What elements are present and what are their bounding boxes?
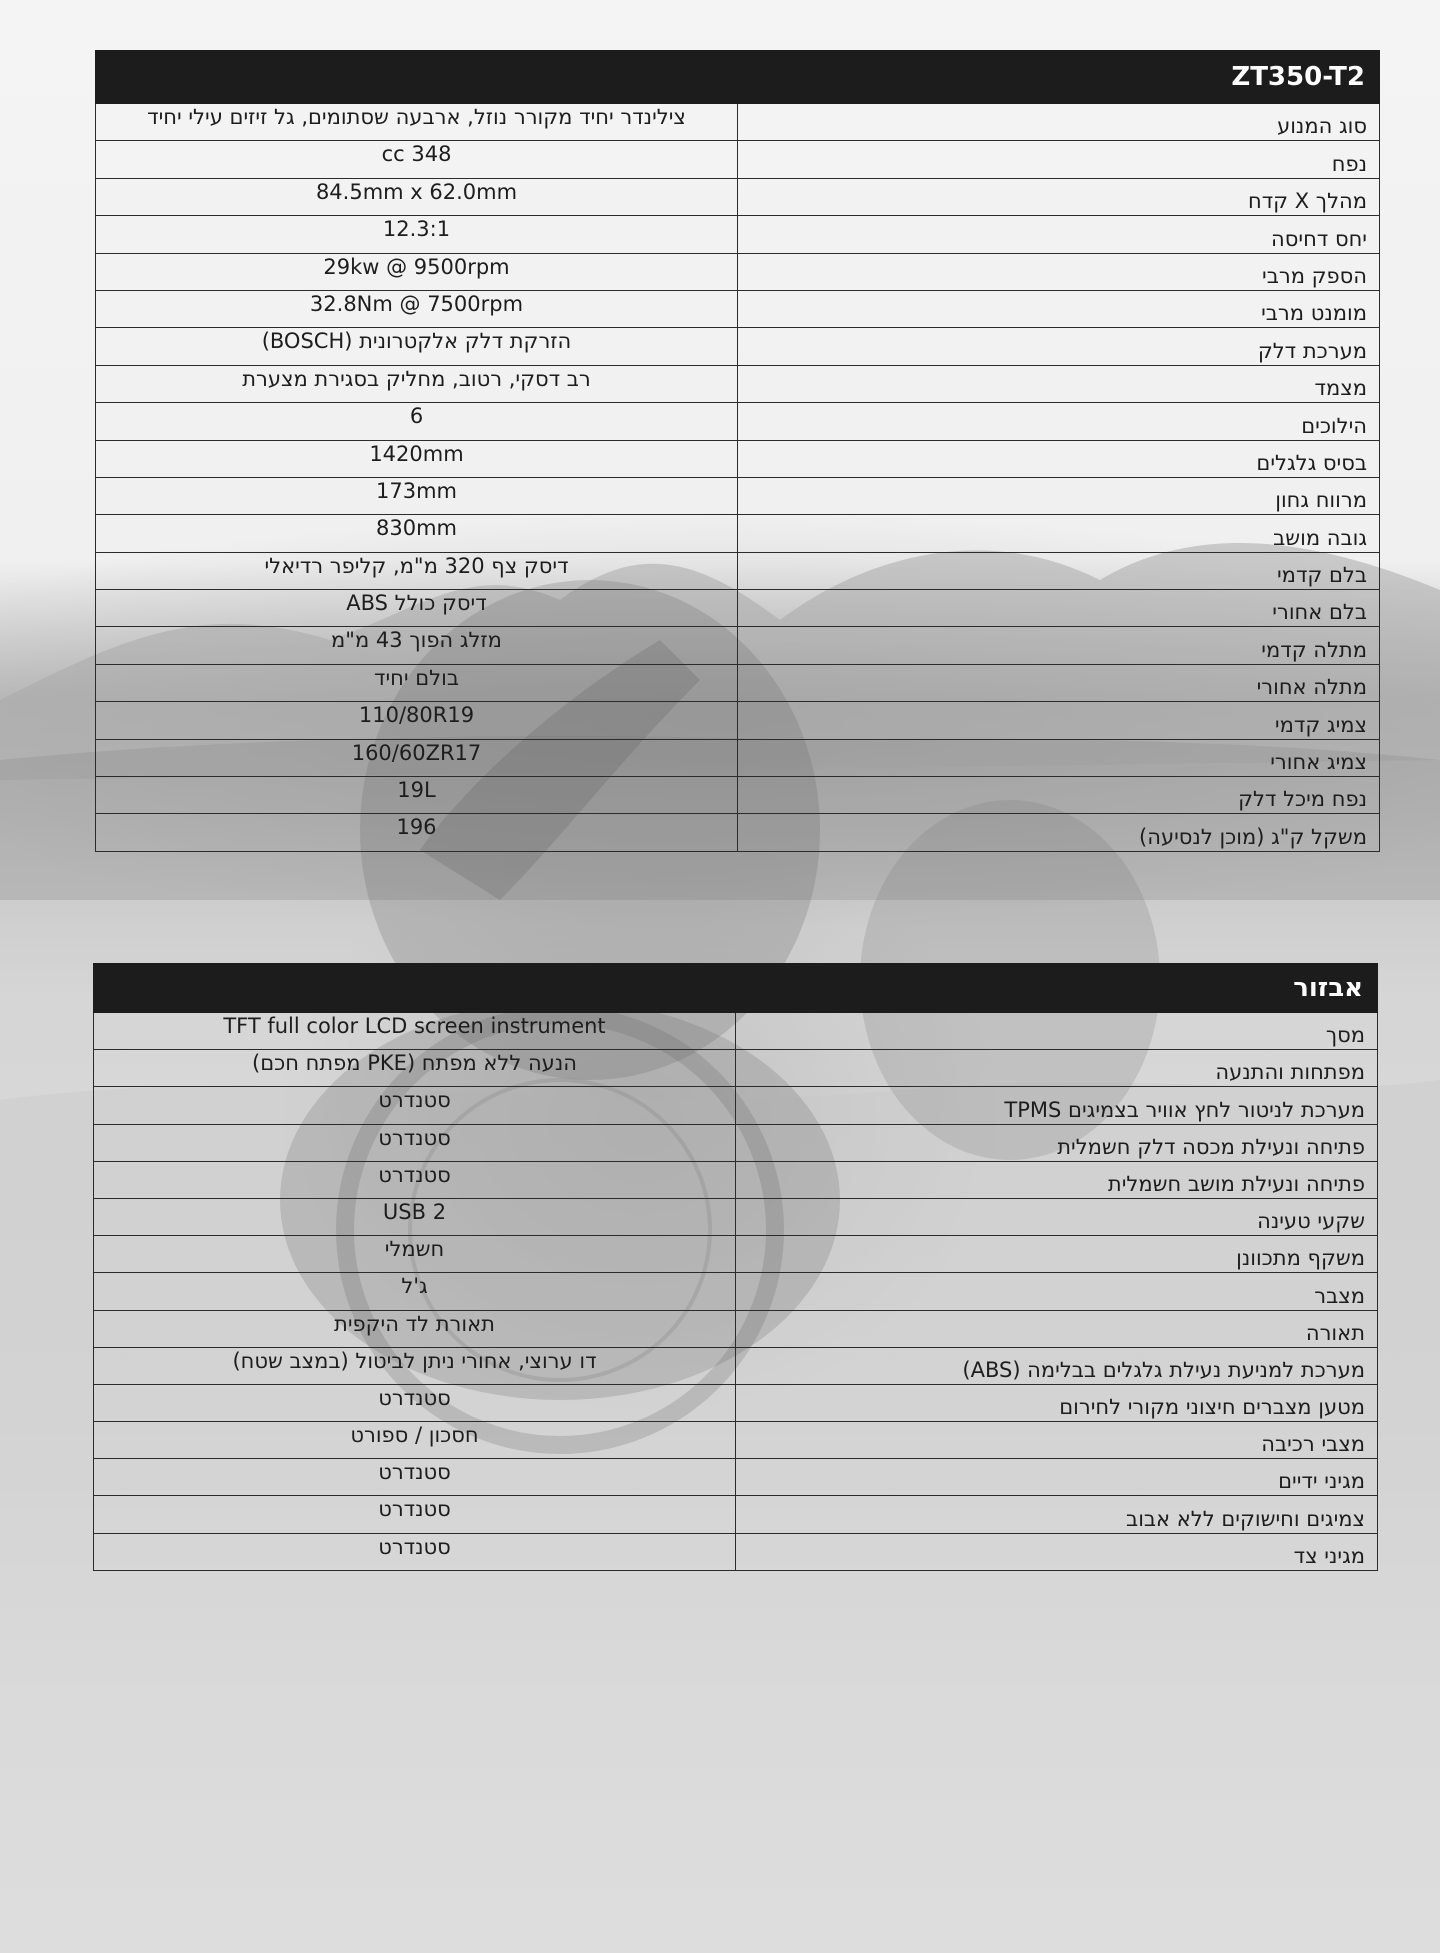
row-label: מומנט מרבי bbox=[738, 290, 1380, 327]
row-label: מערכת לניטור לחץ אוויר בצמיגים TPMS bbox=[736, 1087, 1378, 1124]
table-row bbox=[96, 739, 1380, 776]
row-label: מתלה קדמי bbox=[738, 627, 1380, 664]
row-label: גובה מושב bbox=[738, 515, 1380, 552]
row-label: מפתחות והתנעה bbox=[736, 1050, 1378, 1087]
table-row bbox=[96, 440, 1380, 477]
row-label: נפח מיכל דלק bbox=[738, 777, 1380, 814]
row-label: מסך bbox=[736, 1013, 1378, 1050]
row-label: מגיני ידיים bbox=[736, 1459, 1378, 1496]
row-label: צמיג אחורי bbox=[738, 739, 1380, 776]
table-row bbox=[94, 1422, 1378, 1459]
row-value: סטנדרט bbox=[94, 1384, 736, 1421]
table-row bbox=[94, 1161, 1378, 1198]
row-label: פתיחה ונעילת מכסה דלק חשמלית bbox=[736, 1124, 1378, 1161]
row-label: הילוכים bbox=[738, 403, 1380, 440]
row-value: ג'ל bbox=[94, 1273, 736, 1310]
row-value: תאורת לד היקפית bbox=[94, 1310, 736, 1347]
row-value: חשמלי bbox=[94, 1236, 736, 1273]
table-row bbox=[96, 627, 1380, 664]
row-value: 6 bbox=[96, 403, 738, 440]
row-label: סוג המנוע bbox=[738, 104, 1380, 141]
table-row bbox=[96, 477, 1380, 514]
row-value: צילינדר יחיד מקורר נוזל, ארבעה שסתומים, גל זיזים עילי יחיד bbox=[96, 104, 738, 141]
row-label: מערכת למניעת נעילת גלגלים בבלימה (ABS) bbox=[736, 1347, 1378, 1384]
row-label: מצבר bbox=[736, 1273, 1378, 1310]
table-row bbox=[96, 814, 1380, 851]
row-value: סטנדרט bbox=[94, 1459, 736, 1496]
table-row bbox=[96, 104, 1380, 141]
specifications-table bbox=[95, 50, 1380, 852]
row-label: יחס דחיסה bbox=[738, 216, 1380, 253]
row-value: סטנדרט bbox=[94, 1161, 736, 1198]
row-value: הזרקת דלק אלקטרונית (BOSCH) bbox=[96, 328, 738, 365]
row-value: דיסק צף 320 מ"מ, קליפר רדיאלי bbox=[96, 552, 738, 589]
row-value: חסכון / ספורט bbox=[94, 1422, 736, 1459]
table-row bbox=[94, 1236, 1378, 1273]
row-value: סטנדרט bbox=[94, 1533, 736, 1570]
row-value: סטנדרט bbox=[94, 1496, 736, 1533]
row-value: סטנדרט bbox=[94, 1087, 736, 1124]
table-row bbox=[96, 365, 1380, 402]
row-value: 196 bbox=[96, 814, 738, 851]
row-value: דו ערוצי, אחורי ניתן לביטול (במצב שטח) bbox=[94, 1347, 736, 1384]
row-value: 830mm bbox=[96, 515, 738, 552]
row-label: מטען מצברים חיצוני מקורי לחירום bbox=[736, 1384, 1378, 1421]
table-row bbox=[94, 1459, 1378, 1496]
table-row bbox=[94, 1347, 1378, 1384]
table-row bbox=[94, 1013, 1378, 1050]
row-value: 19L bbox=[96, 777, 738, 814]
table-row bbox=[94, 1496, 1378, 1533]
row-value: 173mm bbox=[96, 477, 738, 514]
row-label: שקעי טעינה bbox=[736, 1198, 1378, 1235]
table-row bbox=[96, 141, 1380, 178]
row-value: TFT full color LCD screen instrument bbox=[94, 1013, 736, 1050]
table-row bbox=[96, 590, 1380, 627]
specifications-table-body bbox=[96, 104, 1380, 852]
table-row bbox=[94, 1310, 1378, 1347]
table-row bbox=[94, 1124, 1378, 1161]
table-row bbox=[94, 1050, 1378, 1087]
row-value: 12.3:1 bbox=[96, 216, 738, 253]
table-row bbox=[94, 1533, 1378, 1570]
table-row bbox=[94, 1273, 1378, 1310]
row-label: מצמד bbox=[738, 365, 1380, 402]
table-row bbox=[96, 253, 1380, 290]
row-value: USB 2 bbox=[94, 1198, 736, 1235]
row-label: פתיחה ונעילת מושב חשמלית bbox=[736, 1161, 1378, 1198]
row-value: רב דסקי, רטוב, מחליק בסגירת מצערת bbox=[96, 365, 738, 402]
table-row bbox=[96, 216, 1380, 253]
row-label: נפח bbox=[738, 141, 1380, 178]
row-label: מגיני צד bbox=[736, 1533, 1378, 1570]
row-label: מרווח גחון bbox=[738, 477, 1380, 514]
row-label: בסיס גלגלים bbox=[738, 440, 1380, 477]
row-label: צמיגים וחישוקים ללא אבוב bbox=[736, 1496, 1378, 1533]
table-row bbox=[96, 777, 1380, 814]
row-value: 1420mm bbox=[96, 440, 738, 477]
table-row bbox=[96, 290, 1380, 327]
row-label: תאורה bbox=[736, 1310, 1378, 1347]
row-value: 110/80R19 bbox=[96, 702, 738, 739]
table-row bbox=[94, 1087, 1378, 1124]
row-label: מתלה אחורי bbox=[738, 664, 1380, 701]
table-row bbox=[96, 403, 1380, 440]
row-label: הספק מרבי bbox=[738, 253, 1380, 290]
row-value: 32.8Nm @ 7500rpm bbox=[96, 290, 738, 327]
row-label: מהלך X קדח bbox=[738, 178, 1380, 215]
row-value: 160/60ZR17 bbox=[96, 739, 738, 776]
equipment-header: אבזור bbox=[94, 964, 1378, 1013]
row-label: בלם קדמי bbox=[738, 552, 1380, 589]
row-value: מזלג הפוך 43 מ"מ bbox=[96, 627, 738, 664]
table-row bbox=[96, 552, 1380, 589]
table-row bbox=[94, 1384, 1378, 1421]
row-label: בלם אחורי bbox=[738, 590, 1380, 627]
equipment-table bbox=[93, 963, 1378, 1571]
table-row bbox=[96, 664, 1380, 701]
row-label: צמיג קדמי bbox=[738, 702, 1380, 739]
row-value: 29kw @ 9500rpm bbox=[96, 253, 738, 290]
table-row bbox=[96, 178, 1380, 215]
model-name-header: ZT350-T2 bbox=[96, 51, 1380, 104]
row-value: 84.5mm x 62.0mm bbox=[96, 178, 738, 215]
row-label: מצבי רכיבה bbox=[736, 1422, 1378, 1459]
table-row bbox=[94, 1198, 1378, 1235]
row-label: משקף מתכוונן bbox=[736, 1236, 1378, 1273]
table-row bbox=[96, 515, 1380, 552]
row-label: מערכת דלק bbox=[738, 328, 1380, 365]
row-label: משקל ק"ג (מוכן לנסיעה) bbox=[738, 814, 1380, 851]
row-value: הנעה ללא מפתח (PKE מפתח חכם) bbox=[94, 1050, 736, 1087]
table-row bbox=[96, 702, 1380, 739]
equipment-table-body bbox=[94, 1013, 1378, 1571]
row-value: 348 cc bbox=[96, 141, 738, 178]
row-value: בולם יחיד bbox=[96, 664, 738, 701]
row-value: סטנדרט bbox=[94, 1124, 736, 1161]
row-value: דיסק כולל ABS bbox=[96, 590, 738, 627]
table-row bbox=[96, 328, 1380, 365]
